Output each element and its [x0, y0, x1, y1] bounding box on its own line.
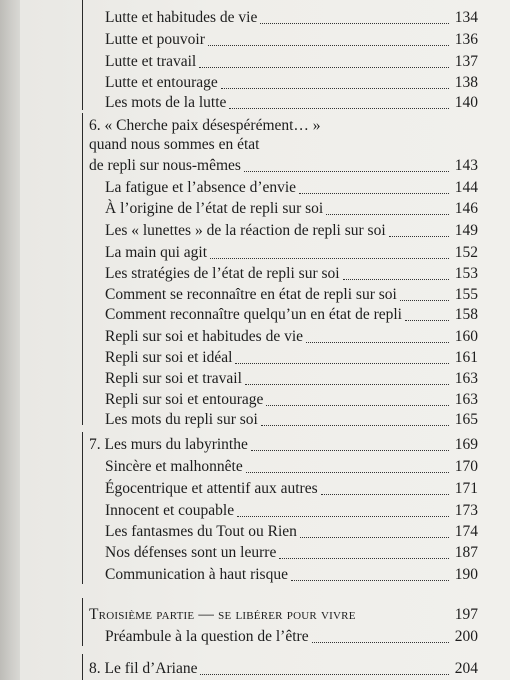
leader-dots: [405, 320, 449, 321]
toc-entry-label: Comment se reconnaître en état de repli sur soi: [105, 286, 397, 303]
toc-entry-page: 197: [454, 606, 478, 623]
toc-entry[interactable]: [83, 519, 478, 541]
toc-entry[interactable]: [83, 407, 478, 429]
toc-entry-label: Lutte et entourage: [105, 74, 218, 91]
toc-entry-label: La main qui agit: [105, 244, 208, 261]
toc-entry-page: 163: [454, 370, 478, 387]
toc-entry[interactable]: [83, 540, 478, 562]
toc-entry[interactable]: [83, 624, 478, 646]
toc-entry[interactable]: [83, 261, 478, 283]
leader-dots: [235, 363, 448, 364]
toc-entry[interactable]: [83, 5, 478, 27]
toc-entry[interactable]: [83, 240, 478, 262]
leader-dots: [321, 494, 449, 495]
toc-entry-page: 174: [454, 523, 478, 540]
toc-entry[interactable]: [83, 562, 478, 584]
toc-entry-label: La fatigue et l’absence d’envie: [105, 179, 297, 196]
toc-entry-label: Les mots du repli sur soi: [105, 411, 258, 428]
toc-entry-label: Les « lunettes » de la réaction de repli sur soi: [105, 222, 386, 239]
toc-entry-label: Innocent et coupable: [105, 502, 235, 519]
toc-entry-label: Lutte et habitudes de vie: [105, 9, 258, 26]
toc-entry-page: 134: [454, 9, 478, 26]
toc-entry-page: 138: [454, 74, 478, 91]
leader-dots: [251, 450, 449, 451]
leader-dots: [260, 23, 448, 24]
chapter-6-entry[interactable]: [83, 153, 478, 175]
toc-entry[interactable]: [83, 454, 478, 476]
toc-entry-label: Nos défenses sont un leurre: [105, 544, 277, 561]
toc-entry-label: Préambule à la question de l’être: [105, 628, 309, 645]
toc-entry-label: Les mots de la lutte: [105, 94, 227, 111]
book-page: [20, 0, 510, 680]
chapter-6-title-line-1[interactable]: 6. « Cherche paix désespérément… »: [89, 117, 321, 134]
toc-block-lutte: [82, 0, 478, 110]
page-edge-shadow: [0, 0, 20, 680]
toc-entry-page: 170: [454, 458, 478, 475]
toc-entry-label: Repli sur soi et entourage: [105, 391, 264, 408]
leader-dots: [261, 425, 449, 426]
toc-entry-page: 137: [454, 53, 478, 70]
toc-entry-label: Lutte et travail: [105, 53, 197, 70]
toc-entry-page: 200: [454, 628, 478, 645]
leader-dots: [221, 88, 449, 89]
leader-dots: [245, 384, 449, 385]
toc-entry-label: Repli sur soi et idéal: [105, 349, 233, 366]
toc-entry-page: 144: [454, 179, 478, 196]
toc-entry-label: de repli sur nous-mêmes: [89, 157, 241, 174]
toc-block-chapter-8: [82, 654, 478, 680]
leader-dots: [246, 472, 449, 473]
toc-entry[interactable]: [83, 387, 478, 409]
leader-dots: [210, 258, 449, 259]
toc-entry-page: 160: [454, 328, 478, 345]
toc-entry-page: 149: [454, 222, 478, 239]
toc-entry-page: 169: [454, 436, 478, 453]
toc-entry[interactable]: [83, 49, 478, 71]
toc-entry-label: Les stratégies de l’état de repli sur soi: [105, 265, 340, 282]
toc-block-part-3: [82, 598, 478, 646]
leader-dots: [244, 171, 449, 172]
toc-entry[interactable]: [83, 324, 478, 346]
toc-entry[interactable]: [83, 175, 478, 197]
leader-dots: [200, 674, 448, 675]
part-3-entry[interactable]: [83, 602, 478, 624]
toc-entry-page: 140: [454, 94, 478, 111]
toc-entry-page: 153: [454, 265, 478, 282]
toc-entry[interactable]: [83, 90, 478, 112]
toc-entry-label: Troisième partie — se libérer pour vivre: [89, 606, 356, 623]
toc-entry-page: 187: [454, 544, 478, 561]
toc-entry[interactable]: [83, 218, 478, 240]
toc-entry-label: Lutte et pouvoir: [105, 31, 205, 48]
toc-entry-page: 143: [454, 157, 478, 174]
toc-entry-label: À l’origine de l’état de repli sur soi: [105, 200, 324, 217]
toc-entry[interactable]: [83, 27, 478, 49]
toc-entry-label: Sincère et malhonnête: [105, 458, 243, 475]
toc-entry-label: Repli sur soi et habitudes de vie: [105, 328, 304, 345]
leader-dots: [306, 342, 449, 343]
toc-entry[interactable]: [83, 196, 478, 218]
toc-entry-page: 155: [454, 286, 478, 303]
leader-dots: [389, 236, 449, 237]
toc-block-chapter-7: [82, 432, 478, 584]
toc-entry-label: Communication à haut risque: [105, 566, 288, 583]
leader-dots: [237, 516, 449, 517]
leader-dots: [291, 580, 449, 581]
toc-entry[interactable]: [83, 302, 478, 324]
toc-entry-page: 204: [454, 660, 478, 677]
leader-dots: [299, 193, 449, 194]
leader-dots: [266, 405, 448, 406]
toc-entry-page: 146: [454, 200, 478, 217]
toc-block-chapter-6: [82, 113, 478, 428]
toc-entry[interactable]: [83, 345, 478, 367]
toc-entry-page: 136: [454, 31, 478, 48]
toc-entry-page: 173: [454, 502, 478, 519]
toc-entry-page: 190: [454, 566, 478, 583]
leader-dots: [400, 300, 449, 301]
toc-entry[interactable]: [83, 282, 478, 304]
leader-dots: [208, 45, 449, 46]
toc-entry[interactable]: [83, 476, 478, 498]
toc-entry-page: 158: [454, 306, 478, 323]
leader-dots: [312, 642, 449, 643]
toc-entry-label: 7. Les murs du labyrinthe: [89, 436, 248, 453]
toc-entry-page: 171: [454, 480, 478, 497]
toc-entry-label: 8. Le fil d’Ariane: [89, 660, 198, 677]
toc-entry-page: 152: [454, 244, 478, 261]
toc-entry-page: 163: [454, 391, 478, 408]
leader-dots: [279, 558, 448, 559]
toc-entry[interactable]: [83, 498, 478, 520]
leader-dots: [326, 214, 449, 215]
toc-entry-page: 161: [454, 349, 478, 366]
toc-entry-label: Repli sur soi et travail: [105, 370, 242, 387]
toc-entry-label: Égocentrique et attentif aux autres: [105, 480, 318, 497]
toc-entry-label: Les fantasmes du Tout ou Rien: [105, 523, 297, 540]
toc-entry[interactable]: [83, 366, 478, 388]
toc-entry[interactable]: [83, 70, 478, 92]
leader-dots: [229, 108, 448, 109]
chapter-8-entry[interactable]: [83, 656, 478, 678]
leader-dots: [199, 67, 449, 68]
chapter-7-entry[interactable]: [83, 432, 478, 454]
toc-entry-page: 165: [454, 411, 478, 428]
leader-dots: [343, 279, 449, 280]
toc-entry-label: Comment reconnaître quelqu’un en état de repli: [105, 306, 402, 323]
leader-dots: [300, 537, 449, 538]
chapter-6-title-line-2[interactable]: quand nous sommes en état: [89, 136, 260, 153]
